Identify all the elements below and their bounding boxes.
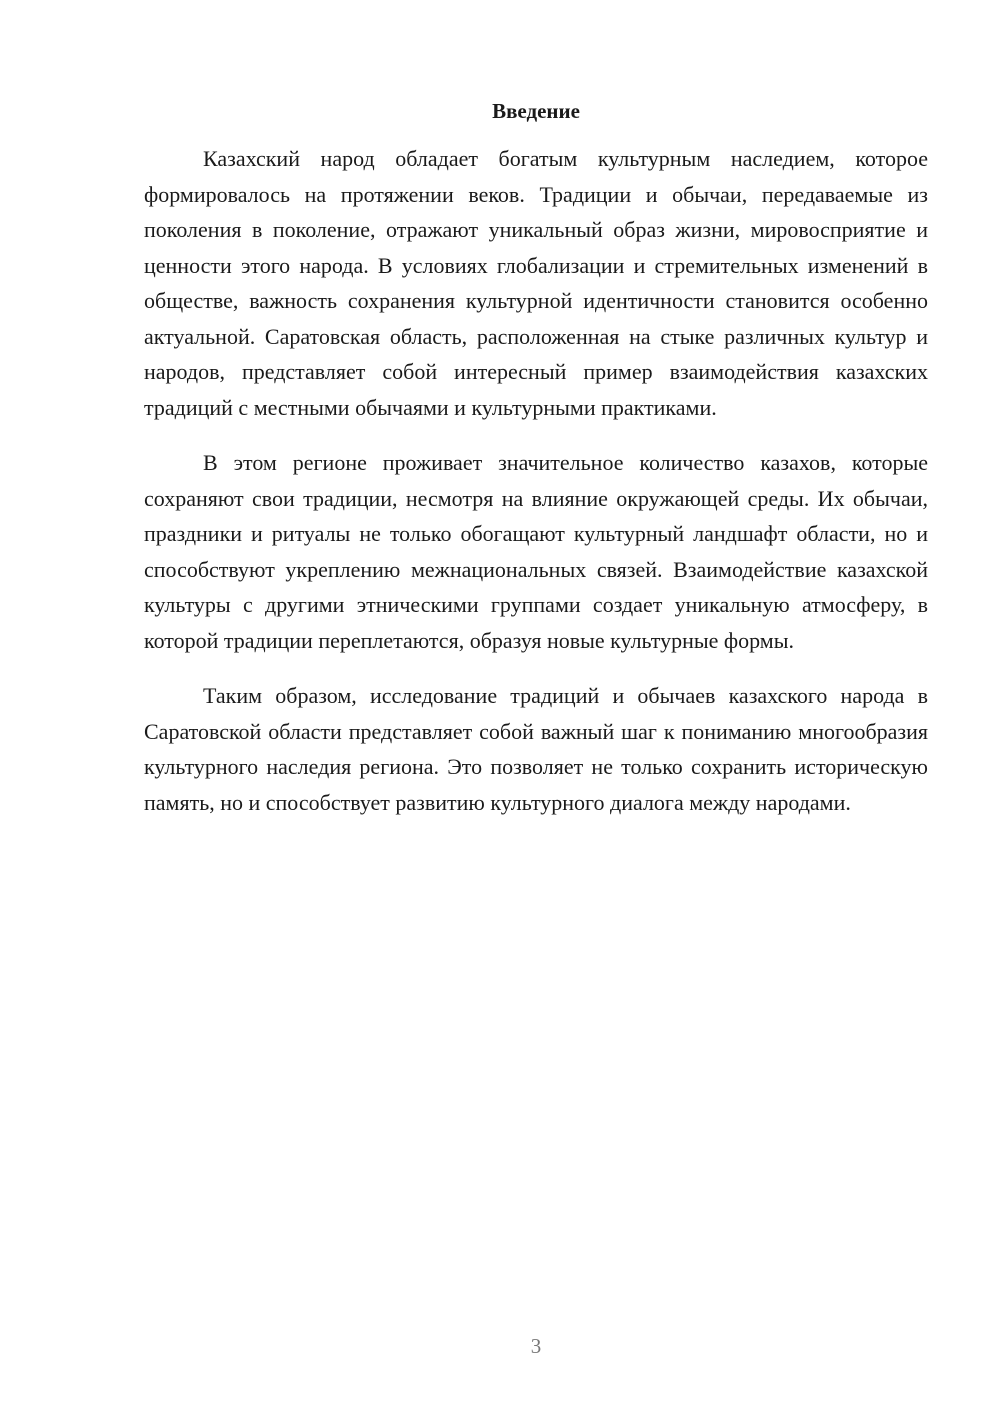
section-title: Введение bbox=[492, 99, 580, 123]
page-number: 3 bbox=[530, 1334, 542, 1358]
paragraph-2: В этом регионе проживает значительное количество казахов, которые сохраняют свои традиции, несмотря на влияние окружающей среды. Их обычаи, праздники и ритуалы не только обогащают культурный ландшафт области, но и способствуют укреплению межнациональных связей. Взаимодействие казахской культуры с другими этническими группами создает уникальную атмосферу, в которой традиции переплетаются, образуя новые культурные формы. bbox=[144, 450, 928, 653]
paragraph-1: Казахский народ обладает богатым культурным наследием, которое формировалось на протяжении веков. Традиции и обычаи, передаваемые из поколения в поколение, отражают уникальный образ жизни, мировосприятие и ценности этого народа. В условиях глобализации и стремительных изменений в обществе, важность сохранения культурной идентичности становится особенно актуальной. Саратовская область, расположенная на стыке различных культур и народов, представляет собой интересный пример взаимодействия казахских традиций с местными обычаями и культурными практиками. bbox=[144, 146, 928, 420]
paragraph-3: Таким образом, исследование традиций и обычаев казахского народа в Саратовской области представляет собой важный шаг к пониманию многообразия культурного наследия региона. Это позволяет не только сохранить историческую память, но и способствует развитию культурного диалога между народами. bbox=[144, 683, 928, 815]
document-body bbox=[144, 141, 928, 840]
